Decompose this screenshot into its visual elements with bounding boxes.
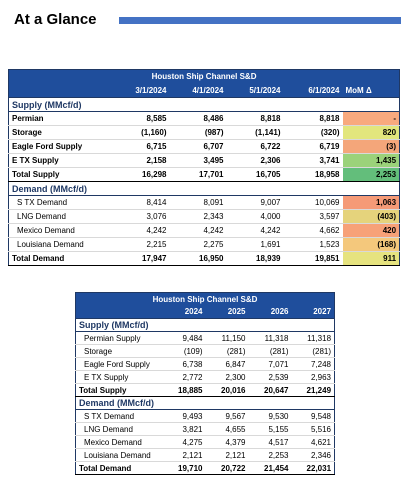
- total-value: 20,722: [206, 462, 249, 475]
- section-header-supply: Supply (MMcf/d): [9, 98, 400, 112]
- total-row: [76, 462, 335, 475]
- column-header-blank: [76, 306, 163, 319]
- value-cell: 2,158: [113, 154, 170, 168]
- value-cell: 8,414: [113, 196, 170, 210]
- table-row: [9, 154, 400, 168]
- mom-change-cell: 1,063: [343, 196, 400, 210]
- value-cell: 1,691: [227, 238, 284, 252]
- value-cell: 11,318: [292, 332, 335, 345]
- row-label: Storage: [9, 126, 113, 140]
- mom-change-cell: (168): [343, 238, 400, 252]
- value-cell: (281): [292, 345, 335, 358]
- value-cell: 3,076: [113, 210, 170, 224]
- total-label: Total Supply: [76, 384, 163, 397]
- value-cell: 8,818: [284, 112, 343, 126]
- row-label: Mexico Demand: [76, 436, 163, 449]
- mom-change-cell: (403): [343, 210, 400, 224]
- table-row: [76, 371, 335, 384]
- value-cell: 4,242: [170, 224, 227, 238]
- value-cell: 8,585: [113, 112, 170, 126]
- value-cell: 3,821: [163, 423, 206, 436]
- row-label: Storage: [76, 345, 163, 358]
- total-value: 18,885: [163, 384, 206, 397]
- value-cell: 2,539: [249, 371, 292, 384]
- column-header: 4/1/2024: [170, 84, 227, 98]
- value-cell: 8,091: [170, 196, 227, 210]
- total-value: 20,647: [249, 384, 292, 397]
- value-cell: 11,150: [206, 332, 249, 345]
- column-header: 2025: [206, 306, 249, 319]
- total-value: 20,016: [206, 384, 249, 397]
- value-cell: 2,121: [163, 449, 206, 462]
- value-cell: 3,495: [170, 154, 227, 168]
- table-row: [76, 410, 335, 423]
- total-value: 21,249: [292, 384, 335, 397]
- total-value: 17,947: [113, 252, 170, 266]
- column-header: 6/1/2024: [284, 84, 343, 98]
- total-row: [76, 384, 335, 397]
- value-cell: 2,343: [170, 210, 227, 224]
- mom-change-cell: 911: [343, 252, 400, 266]
- value-cell: 5,155: [249, 423, 292, 436]
- annual-sd-table: [75, 292, 335, 475]
- section-header-supply: Supply (MMcf/d): [76, 319, 335, 332]
- table-row: [9, 112, 400, 126]
- table-row: [76, 449, 335, 462]
- total-label: Total Supply: [9, 168, 113, 182]
- value-cell: 4,517: [249, 436, 292, 449]
- row-label: S TX Demand: [76, 410, 163, 423]
- value-cell: 2,306: [227, 154, 284, 168]
- row-label: S TX Demand: [9, 196, 113, 210]
- table-row: [76, 358, 335, 371]
- total-value: 16,705: [227, 168, 284, 182]
- mom-change-cell: 820: [343, 126, 400, 140]
- page-title: At a Glance: [14, 11, 97, 28]
- table-row: [9, 238, 400, 252]
- table-row: [76, 345, 335, 358]
- value-cell: 6,719: [284, 140, 343, 154]
- value-cell: 1,523: [284, 238, 343, 252]
- value-cell: 10,069: [284, 196, 343, 210]
- value-cell: (109): [163, 345, 206, 358]
- value-cell: 9,567: [206, 410, 249, 423]
- value-cell: 4,379: [206, 436, 249, 449]
- row-label: LNG Demand: [76, 423, 163, 436]
- row-label: Permian: [9, 112, 113, 126]
- column-header-blank: [9, 84, 113, 98]
- value-cell: 3,741: [284, 154, 343, 168]
- total-value: 17,701: [170, 168, 227, 182]
- row-label: Eagle Ford Supply: [76, 358, 163, 371]
- value-cell: 11,318: [249, 332, 292, 345]
- table-row: [76, 332, 335, 345]
- mom-change-cell: 420: [343, 224, 400, 238]
- value-cell: 6,722: [227, 140, 284, 154]
- value-cell: (281): [206, 345, 249, 358]
- total-value: 16,950: [170, 252, 227, 266]
- value-cell: 9,548: [292, 410, 335, 423]
- value-cell: 4,000: [227, 210, 284, 224]
- table-row: [9, 196, 400, 210]
- value-cell: (320): [284, 126, 343, 140]
- table-row: [9, 224, 400, 238]
- table-title: Houston Ship Channel S&D: [9, 70, 400, 84]
- total-label: Total Demand: [76, 462, 163, 475]
- table-title: Houston Ship Channel S&D: [76, 293, 335, 306]
- row-label: Mexico Demand: [9, 224, 113, 238]
- column-header: 5/1/2024: [227, 84, 284, 98]
- value-cell: 4,275: [163, 436, 206, 449]
- value-cell: 9,484: [163, 332, 206, 345]
- value-cell: 7,071: [249, 358, 292, 371]
- total-value: 18,939: [227, 252, 284, 266]
- total-value: 16,298: [113, 168, 170, 182]
- value-cell: 4,621: [292, 436, 335, 449]
- total-row: [9, 168, 400, 182]
- value-cell: 4,242: [227, 224, 284, 238]
- value-cell: (987): [170, 126, 227, 140]
- total-value: 22,031: [292, 462, 335, 475]
- row-label: LNG Demand: [9, 210, 113, 224]
- value-cell: 6,847: [206, 358, 249, 371]
- row-label: E TX Supply: [76, 371, 163, 384]
- row-label: E TX Supply: [9, 154, 113, 168]
- value-cell: 6,707: [170, 140, 227, 154]
- value-cell: 6,715: [113, 140, 170, 154]
- value-cell: (281): [249, 345, 292, 358]
- value-cell: 9,530: [249, 410, 292, 423]
- title-divider: [119, 17, 401, 24]
- value-cell: 6,738: [163, 358, 206, 371]
- mom-change-cell: 2,253: [343, 168, 400, 182]
- value-cell: 2,346: [292, 449, 335, 462]
- row-label: Louisiana Demand: [9, 238, 113, 252]
- value-cell: (1,160): [113, 126, 170, 140]
- column-header: 2027: [292, 306, 335, 319]
- monthly-sd-table: [8, 69, 400, 266]
- section-header-demand: Demand (MMcf/d): [76, 397, 335, 410]
- value-cell: 2,772: [163, 371, 206, 384]
- table-row: [9, 140, 400, 154]
- value-cell: 4,655: [206, 423, 249, 436]
- column-header: 2026: [249, 306, 292, 319]
- value-cell: 2,215: [113, 238, 170, 252]
- mom-change-cell: 1,435: [343, 154, 400, 168]
- column-header: 3/1/2024: [113, 84, 170, 98]
- value-cell: 2,121: [206, 449, 249, 462]
- total-row: [9, 252, 400, 266]
- value-cell: 4,242: [113, 224, 170, 238]
- total-value: 19,710: [163, 462, 206, 475]
- value-cell: 5,516: [292, 423, 335, 436]
- row-label: Permian Supply: [76, 332, 163, 345]
- total-value: 19,851: [284, 252, 343, 266]
- row-label: Eagle Ford Supply: [9, 140, 113, 154]
- value-cell: 8,818: [227, 112, 284, 126]
- section-header-demand: Demand (MMcf/d): [9, 182, 400, 196]
- total-value: 21,454: [249, 462, 292, 475]
- value-cell: 8,486: [170, 112, 227, 126]
- value-cell: 9,493: [163, 410, 206, 423]
- value-cell: 2,275: [170, 238, 227, 252]
- row-label: Louisiana Demand: [76, 449, 163, 462]
- total-value: 18,958: [284, 168, 343, 182]
- total-label: Total Demand: [9, 252, 113, 266]
- column-header: 2024: [163, 306, 206, 319]
- value-cell: 2,300: [206, 371, 249, 384]
- value-cell: 3,597: [284, 210, 343, 224]
- table-row: [76, 436, 335, 449]
- value-cell: 2,963: [292, 371, 335, 384]
- table-row: [76, 423, 335, 436]
- value-cell: 7,248: [292, 358, 335, 371]
- value-cell: 4,662: [284, 224, 343, 238]
- mom-change-cell: (3): [343, 140, 400, 154]
- value-cell: 2,253: [249, 449, 292, 462]
- table-row: [9, 210, 400, 224]
- value-cell: 9,007: [227, 196, 284, 210]
- mom-change-cell: -: [343, 112, 400, 126]
- value-cell: (1,141): [227, 126, 284, 140]
- table-row: [9, 126, 400, 140]
- column-header-mom: MoM Δ: [343, 84, 400, 98]
